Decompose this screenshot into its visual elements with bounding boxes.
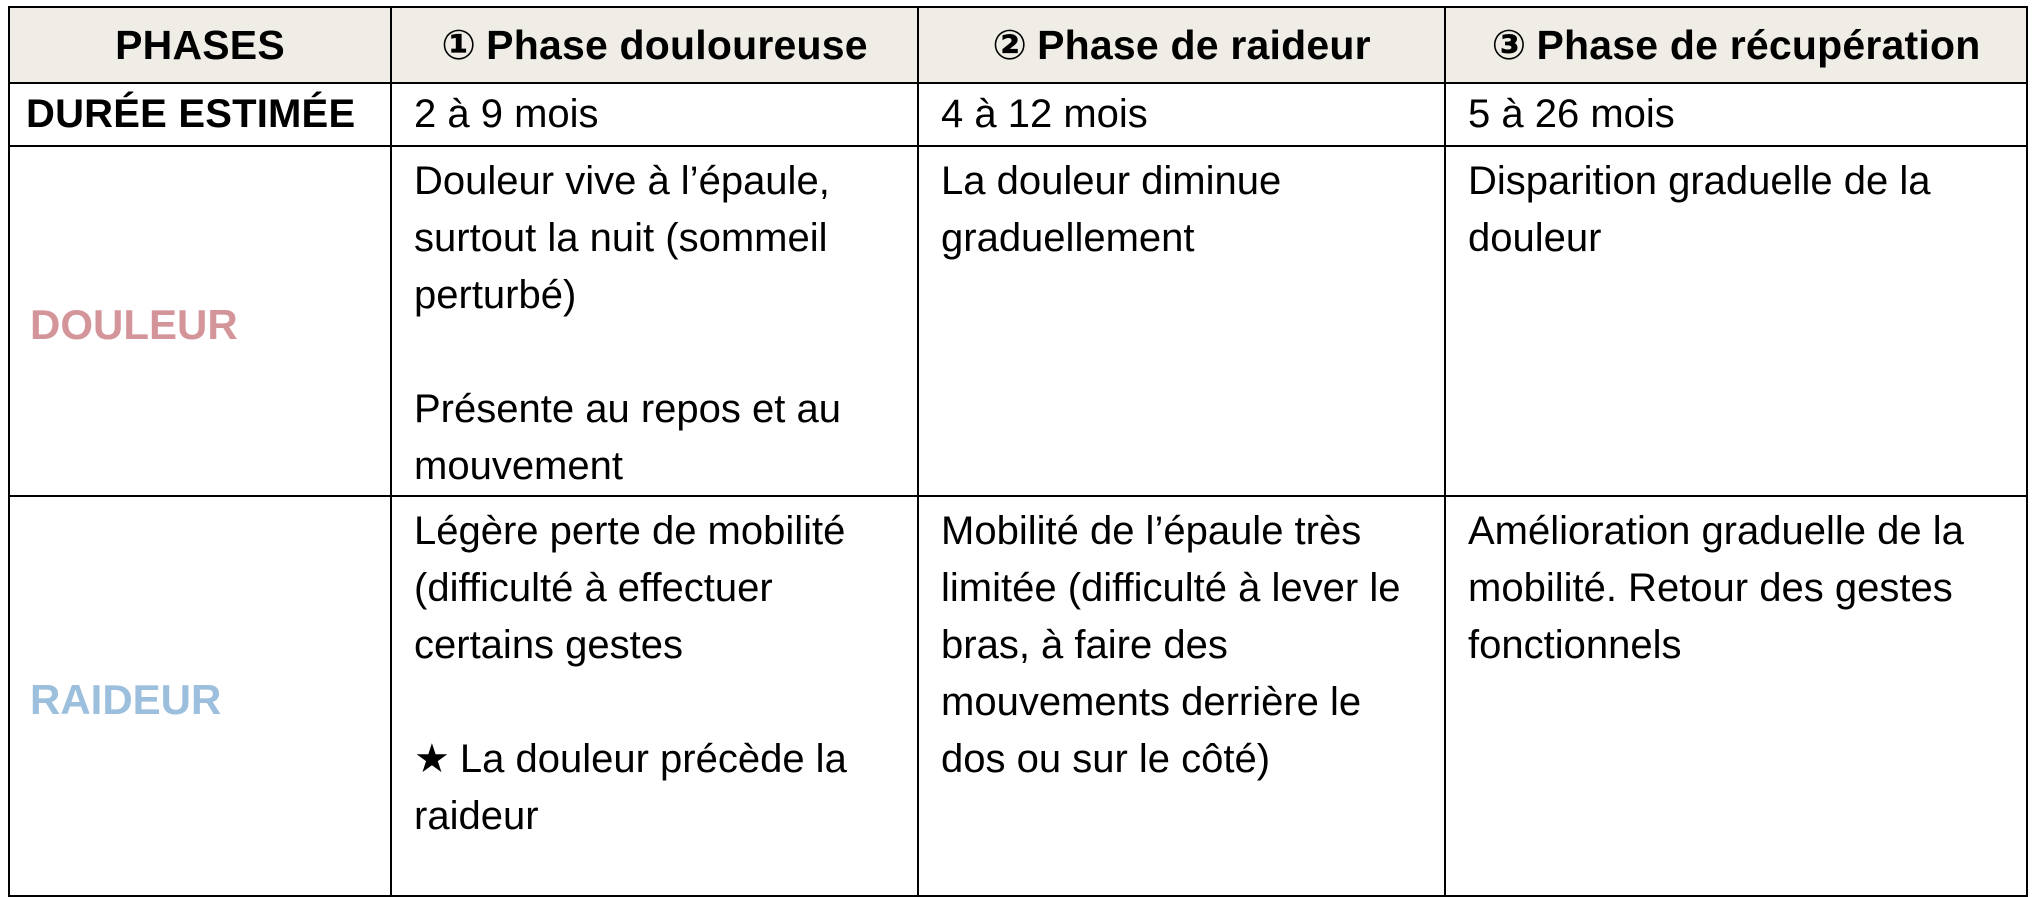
pain-phase-2: [918, 146, 1445, 496]
pain-phase-3-text: Disparition graduelle de la douleur: [1468, 159, 1931, 260]
paragraph-spacer: [414, 674, 897, 731]
phase-3-title: Phase de récupération: [1536, 22, 1981, 68]
star-icon: ★: [414, 737, 450, 781]
stiffness-phase-1: [391, 496, 918, 896]
pain-phase-3: [1445, 146, 2027, 496]
phases-table: [8, 6, 2028, 897]
stiffness-phase-1-paragraph-2: [414, 731, 897, 845]
duration-phase-3: 5 à 26 mois: [1445, 83, 2027, 146]
pain-phase-2-text: La douleur diminue graduellement: [941, 159, 1282, 260]
stiffness-label: RAIDEUR: [9, 496, 391, 896]
duration-row: [9, 83, 2027, 146]
phase-1-number-icon: ①: [441, 22, 477, 68]
pain-row: [9, 146, 2027, 496]
header-phase-3: [1445, 7, 2027, 83]
stiffness-phase-2: [918, 496, 1445, 896]
stiffness-phase-3-text: Amélioration graduelle de la mobilité. Retour des gestes fonctionnels: [1468, 509, 1964, 667]
paragraph-spacer: [414, 324, 897, 381]
phase-3-number-icon: ③: [1491, 22, 1527, 68]
stiffness-phase-1-paragraph-1: Légère perte de mobilité (difficulté à effectuer certains gestes: [414, 509, 846, 667]
header-phases-label: PHASES: [115, 21, 285, 68]
stiffness-phase-1-note: La douleur précède la raideur: [414, 737, 847, 838]
phases-table-container: [8, 6, 2026, 897]
duration-phase-1: 2 à 9 mois: [391, 83, 918, 146]
pain-phase-1: [391, 146, 918, 496]
phase-2-title: Phase de raideur: [1037, 22, 1371, 68]
duration-phase-2: 4 à 12 mois: [918, 83, 1445, 146]
header-phases: [9, 7, 391, 83]
duration-label: DURÉE ESTIMÉE: [9, 83, 391, 146]
header-row: [9, 7, 2027, 83]
header-phase-1: [391, 7, 918, 83]
stiffness-row: [9, 496, 2027, 896]
pain-phase-1-paragraph-1: Douleur vive à l’épaule, surtout la nuit (sommeil perturbé): [414, 159, 830, 317]
phase-2-number-icon: ②: [992, 22, 1028, 68]
stiffness-phase-3: [1445, 496, 2027, 896]
pain-phase-1-paragraph-2: Présente au repos et au mouvement: [414, 387, 841, 488]
phase-1-title: Phase douloureuse: [486, 22, 868, 68]
stiffness-phase-2-text: Mobilité de l’épaule très limitée (difficulté à lever le bras, à faire des mouvements derrière le dos ou sur le côté): [941, 509, 1401, 781]
pain-label: DOULEUR: [9, 146, 391, 496]
header-phase-2: [918, 7, 1445, 83]
